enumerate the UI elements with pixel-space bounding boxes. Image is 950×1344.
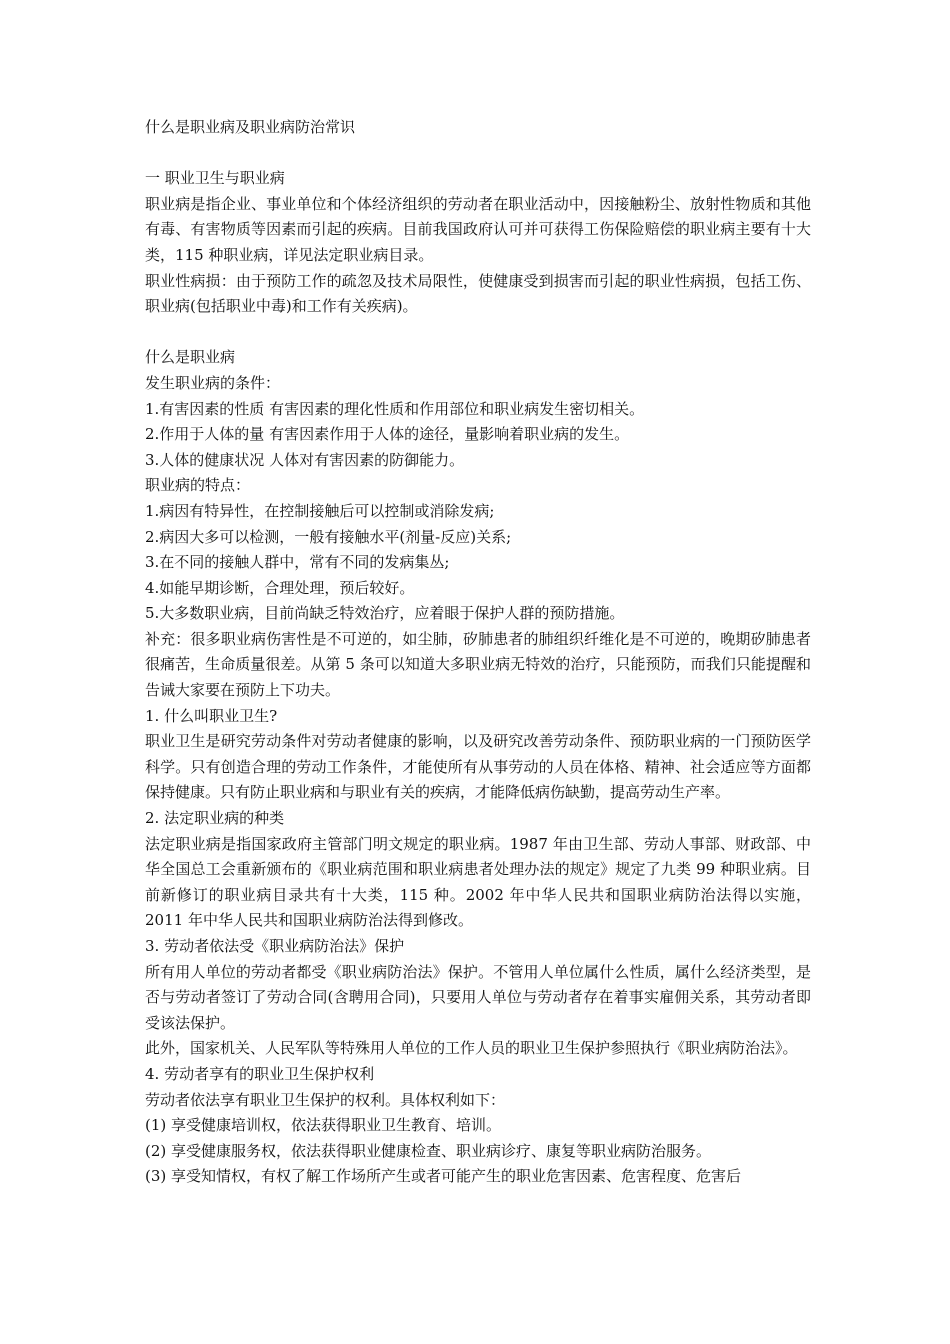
paragraph: 补充：很多职业病伤害性是不可逆的，如尘肺，矽肺患者的肺组织纤维化是不可逆的，晚期矽肺患者很痛苦，生命质量很差。从第 5 条可以知道大多职业病无特效的治疗，只能预防，而我们只能提醒和告诫大家要在预防上下功夫。 <box>145 629 811 700</box>
paragraph: 所有用人单位的劳动者都受《职业病防治法》保护。不管用人单位属什么性质，属什么经济类型，是否与劳动者签订了劳动合同(含聘用合同)，只要用人单位与劳动者存在着事实雇佣关系，其劳动者即受该法保护。 <box>145 962 811 1032</box>
list-item: 3.在不同的接触人群中，常有不同的发病集丛; <box>145 553 450 572</box>
list-item: 4.如能早期诊断，合理处理，预后较好。 <box>145 578 415 597</box>
spacer <box>145 320 811 346</box>
list-item: 5.大多数职业病，目前尚缺乏特效治疗，应着眼于保护人群的预防措施。 <box>145 604 625 623</box>
document-title: 什么是职业病及职业病防治常识 <box>145 118 356 136</box>
list-item: 2.病因大多可以检测，一般有接触水平(剂量-反应)关系; <box>145 527 512 546</box>
paragraph: 职业性病损：由于预防工作的疏忽及技术局限性，使健康受到损害而引起的职业性病损，包括工伤、职业病(包括职业中毒)和工作有关疾病)。 <box>145 271 811 316</box>
paragraph: 职业卫生是研究劳动条件对劳动者健康的影响，以及研究改善劳动条件、预防职业病的一门预防医学科学。只有创造合理的劳动工作条件，才能使所有从事劳动的人员在体格、精神、社会适应等方面都保持健康。只有防止职业病和与职业有关的疾病，才能降低病伤缺勤，提高劳动生产率。 <box>145 732 811 802</box>
paragraph: 法定职业病是指国家政府主管部门明文规定的职业病。1987 年由卫生部、劳动人事部、财政部、中华全国总工会重新颁布的《职业病范围和职业病患者处理办法的规定》规定了九类 99 种职业病。目前新修订的职业病目录共有十大类，115 种。2002 年中华人民共和国职业病防治法得以实施，2011 年中华人民共和国职业病防治法得到修改。 <box>145 834 811 930</box>
section-heading: 4. 劳动者享有的职业卫生保护权利 <box>145 1064 375 1083</box>
list-item: (3) 享受知情权，有权了解工作场所产生或者可能产生的职业危害因素、危害程度、危害后 <box>145 1167 742 1186</box>
list-item: 3.人体的健康状况 人体对有害因素的防御能力。 <box>145 450 465 469</box>
section-heading: 1. 什么叫职业卫生? <box>145 706 278 725</box>
document-page <box>145 115 811 1190</box>
list-item: 2.作用于人体的量 有害因素作用于人体的途径，量影响着职业病的发生。 <box>145 425 630 444</box>
list-label: 职业病的特点： <box>145 476 251 495</box>
section-heading: 2. 法定职业病的种类 <box>145 809 285 828</box>
list-label: 发生职业病的条件： <box>145 373 281 392</box>
paragraph: 职业病是指企业、事业单位和个体经济组织的劳动者在职业活动中，因接触粉尘、放射性物质和其他有毒、有害物质等因素而引起的疾病。目前我国政府认可并可获得工伤保险赔偿的职业病主要有十大类，115 种职业病，详见法定职业病目录。 <box>145 194 811 264</box>
spacer <box>145 141 811 167</box>
paragraph: 此外，国家机关、人民军队等特殊用人单位的工作人员的职业卫生保护参照执行《职业病防治法》。 <box>145 1039 798 1058</box>
section-heading: 一 职业卫生与职业病 <box>145 169 285 188</box>
list-item: (1) 享受健康培训权，依法获得职业卫生教育、培训。 <box>145 1116 502 1135</box>
list-item: 1.有害因素的性质 有害因素的理化性质和作用部位和职业病发生密切相关。 <box>145 399 645 418</box>
section-heading: 3. 劳动者依法受《职业病防治法》保护 <box>145 937 405 955</box>
list-item: (2) 享受健康服务权，依法获得职业健康检查、职业病诊疗、康复等职业病防治服务。 <box>145 1141 712 1160</box>
section-heading: 什么是职业病 <box>145 348 236 367</box>
paragraph: 劳动者依法享有职业卫生保护的权利。具体权利如下： <box>145 1090 506 1109</box>
list-item: 1.病因有特异性，在控制接触后可以控制或消除发病; <box>145 501 495 520</box>
